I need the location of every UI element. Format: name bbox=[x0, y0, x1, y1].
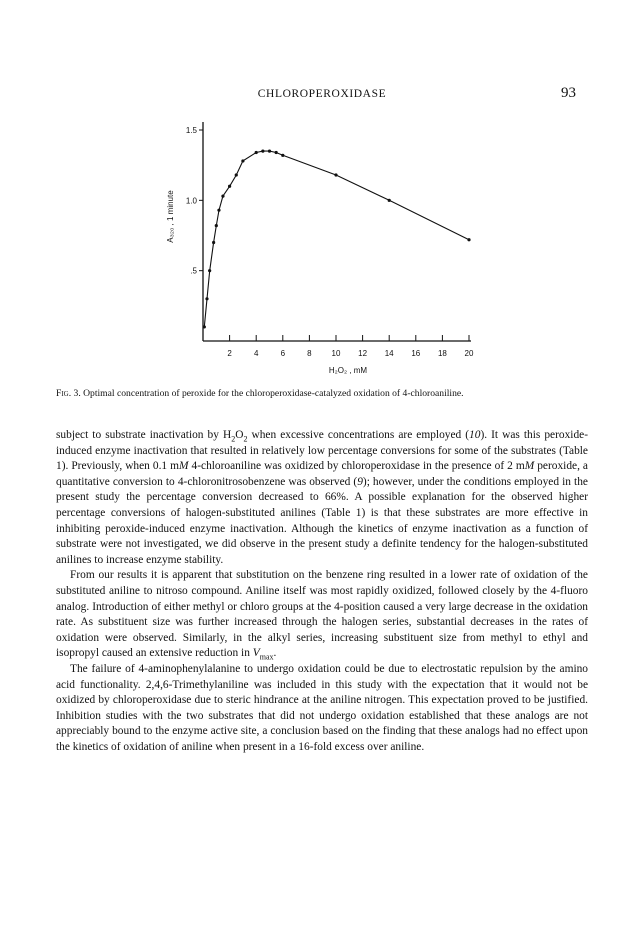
text-run: when excessive concentrations are employed ( bbox=[247, 429, 470, 441]
x-tick-label: 12 bbox=[358, 349, 368, 358]
chart bbox=[0, 0, 644, 400]
text-run: peroxide, a quantitative conversion to 4-chloronitrosobenzene was observed ( bbox=[56, 460, 588, 488]
caption-text: Optimal concentration of peroxide for the chloroperoxidase-catalyzed oxidation of 4-chloroaniline. bbox=[83, 388, 464, 399]
data-point bbox=[203, 325, 206, 328]
unit-italic: M bbox=[179, 460, 189, 473]
x-tick-label: 14 bbox=[384, 349, 394, 358]
subscript: max bbox=[259, 652, 274, 662]
data-point bbox=[255, 151, 258, 154]
data-point bbox=[334, 173, 337, 176]
data-point bbox=[205, 297, 208, 300]
text-run: H bbox=[222, 429, 232, 441]
unit-italic: M bbox=[524, 460, 535, 473]
y-axis-label: A₃₂₀ , 1 minute bbox=[166, 190, 175, 243]
subscript: 2 bbox=[231, 434, 236, 444]
data-point bbox=[212, 241, 215, 244]
citation-ref: 10 bbox=[469, 429, 481, 441]
data-point bbox=[268, 150, 271, 153]
y-tick-label: .5 bbox=[190, 266, 197, 276]
data-point bbox=[208, 269, 211, 272]
data-point bbox=[281, 154, 284, 157]
text-run: . bbox=[273, 647, 277, 660]
data-point bbox=[275, 151, 278, 154]
text-run: ); however, under the conditions employed in the present study the percentage conversion decreased to 66%. A possible explanation for the observed higher percentage conversions of halogen-substituted anilines (Table 1) is that these substrates are more effective in inhibiting peroxide-induced enzyme inactivation. Although the kinetics of enzyme inactivation as a function of substrate were not investigated, we did observe in the present study a definite tendency for the halogen-substituted anilines to increase enzyme stability. bbox=[56, 475, 588, 566]
data-point bbox=[228, 185, 231, 188]
x-axis-label: H₂O₂ , mM bbox=[328, 366, 368, 375]
body-text bbox=[56, 428, 588, 755]
text-run: O bbox=[235, 429, 244, 441]
x-tick-label: 10 bbox=[331, 349, 341, 358]
x-tick-label: 20 bbox=[464, 349, 474, 358]
x-tick-label: 6 bbox=[280, 349, 286, 358]
data-point bbox=[221, 195, 224, 198]
x-tick-label: 18 bbox=[437, 349, 447, 358]
subscript: 2 bbox=[243, 434, 248, 444]
page-number: 93 bbox=[561, 85, 576, 101]
data-point bbox=[217, 209, 220, 212]
paragraph-3: The failure of 4-aminophenylalanine to undergo oxidation could be due to electrostatic repulsion by the amino acid functionality. 2,4,6-Trimethylaniline was included in this study with the expectation that it would not be oxidized by chloroperoxidase due to steric hindrance at the aniline nitrogen. This expectation proved to be justified. Inhibition studies with the two substrates that did not undergo oxidation established that these analogs are not appreciably bound to the enzyme active site, a conclusion based on the finding that these analogs had no effect upon the kinetics of oxidation of aniline when present in a 16-fold excess over aniline. bbox=[56, 662, 588, 753]
text-run: 4-chloroaniline was oxidized by chloroperoxidase in the presence of 2 m bbox=[188, 460, 525, 473]
data-point bbox=[388, 199, 391, 202]
text-run: From our results it is apparent that substitution on the benzene ring resulted in a lower rate of oxidation of the substituted aniline to nitroso compound. Aniline itself was most rapidly oxidized, followed closely by the 4-fluoro analog. Introduction of either methyl or chloro groups at the 4-position caused a very large decrease in the oxidation rate. As substituent size was further increased through the halogen series, substantial decreases in the rates of oxidation were observed. Similarly, in the alkyl series, increasing substituent size from methyl to ethyl and isopropyl caused an extensive reduction in bbox=[56, 569, 588, 660]
figure-caption bbox=[56, 388, 588, 400]
citation-ref: 9 bbox=[357, 475, 363, 488]
x-tick-label: 2 bbox=[227, 349, 232, 358]
paragraph-2 bbox=[56, 568, 588, 662]
data-point bbox=[261, 150, 264, 153]
caption-label: Fig. 3. bbox=[56, 388, 81, 399]
y-tick-label: 1.5 bbox=[185, 126, 197, 135]
paragraph-1 bbox=[56, 428, 588, 568]
data-point bbox=[241, 159, 244, 162]
figure-3 bbox=[0, 0, 644, 400]
x-tick-label: 16 bbox=[411, 349, 421, 358]
x-tick-label: 4 bbox=[253, 349, 259, 358]
data-series-line bbox=[204, 151, 469, 327]
y-tick-label: 1.0 bbox=[185, 196, 197, 206]
running-title: CHLOROPEROXIDASE bbox=[257, 88, 387, 100]
text-run: ). It was this peroxide-induced enzyme inactivation that resulted in relatively low percentage conversions for some of the substrates (Table 1). Previously, when 0.1 m bbox=[56, 429, 589, 473]
data-point bbox=[215, 224, 218, 227]
data-point bbox=[235, 173, 238, 176]
data-point bbox=[467, 238, 470, 241]
x-tick-label: 8 bbox=[307, 349, 312, 358]
text-run: subject to substrate inactivation by bbox=[56, 429, 223, 441]
vmax-symbol: V bbox=[252, 647, 260, 660]
